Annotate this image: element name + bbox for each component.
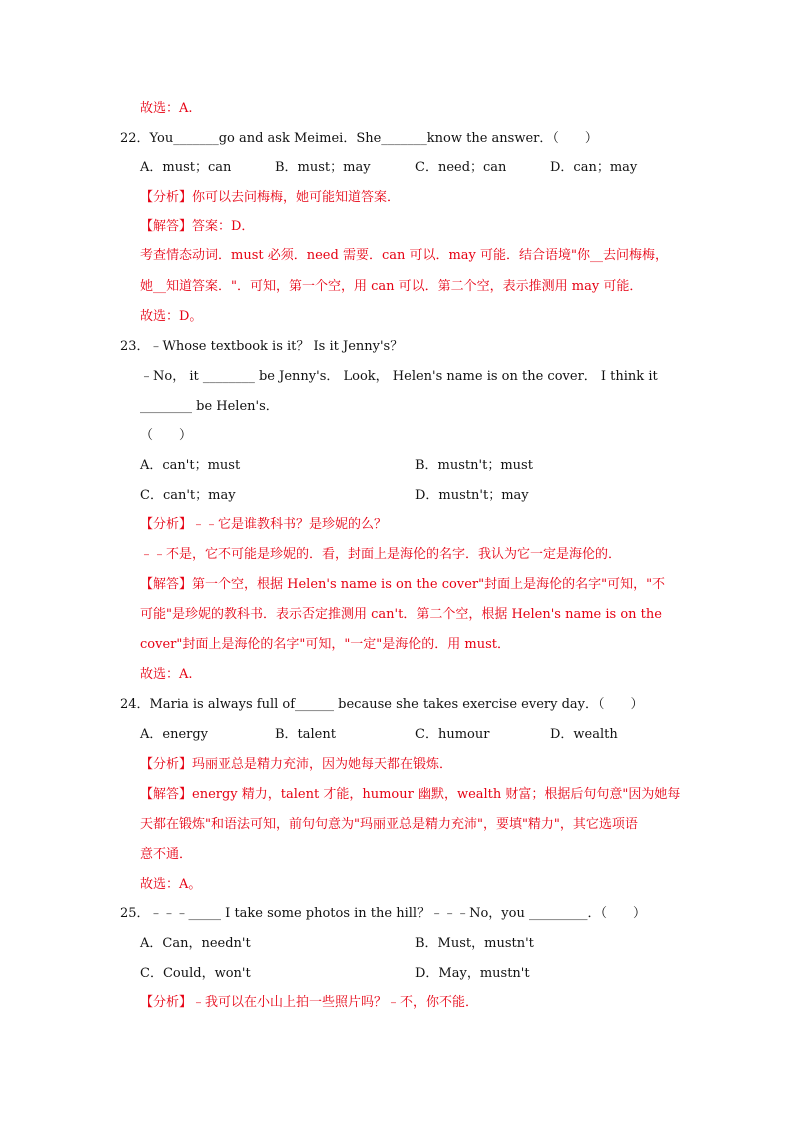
q23-option-d: D．mustn't；may — [415, 488, 529, 503]
q22-explain-2: 她__知道答案．"．可知，第一个空，用 can 可以．第二个空，表示推测用 may 可能． — [140, 279, 643, 294]
q25-option-c: C．Could，won't — [140, 966, 251, 981]
q22-analysis: 【分析】你可以去问梅梅，她可能知道答案． — [140, 190, 401, 205]
q23-option-b: B．mustn't；must — [415, 458, 533, 473]
q24-answer-3: 意不通． — [140, 847, 193, 862]
q23-option-a: A．can't；must — [140, 458, 241, 473]
q24-option-c: C．humour — [415, 727, 490, 742]
q24-answer-1: 【解答】energy 精力，talent 才能，humour 幽默，wealth 财富；根据后句句意"因为她每 — [140, 787, 681, 802]
q22-conclusion: 故选：D。 — [140, 309, 203, 324]
q22-answer: 【解答】答案：D． — [140, 219, 255, 234]
q25-stem: 25．﹣﹣﹣_____ I take some photos in the hill？﹣﹣﹣No，you _________．（ ） — [120, 906, 646, 921]
q24-stem: 24．Maria is always full of______ because she takes exercise every day．（ ） — [120, 697, 644, 712]
q23-conclusion: 故选：A. — [140, 667, 193, 682]
q25-analysis: 【分析】﹣我可以在小山上拍一些照片吗？﹣不，你不能． — [140, 995, 479, 1010]
q24-conclusion: 故选：A。 — [140, 877, 202, 892]
q25-option-b: B．Must，mustn't — [415, 936, 534, 951]
q24-option-d: D．wealth — [550, 727, 618, 742]
q24-options — [140, 726, 700, 744]
q23-stem: 23．﹣Whose textbook is it？ Is it Jenny's？ — [120, 339, 404, 354]
q23-stem-2: ﹣No， it ________ be Jenny's． Look， Helen's name is on the cover． I think it — [140, 369, 658, 384]
q24-option-b: B．talent — [275, 727, 336, 742]
q23-option-c: C．can't；may — [140, 488, 236, 503]
q25-option-d: D．May，mustn't — [415, 966, 530, 981]
q22-option-a: A．must；can — [140, 160, 232, 175]
q23-stem-3: ________ be Helen's． — [140, 399, 279, 414]
q24-analysis: 【分析】玛丽亚总是精力充沛，因为她每天都在锻炼． — [140, 757, 453, 772]
q22-stem: 22．You_______go and ask Meimei．She_______know the answer．（ ） — [120, 131, 598, 146]
q23-analysis-1: 【分析】﹣﹣它是谁教科书？是珍妮的么？ — [140, 517, 388, 532]
q23-answer-3: cover"封面上是海伦的名字"可知，"一定"是海伦的．用 must． — [140, 637, 511, 652]
q21-conclusion: 故选：A. — [140, 101, 193, 116]
q23-answer-1: 【解答】第一个空，根据 Helen's name is on the cover"封面上是海伦的名字"可知，"不 — [140, 577, 666, 592]
q22-explain-1: 考查情态动词．must 必须．need 需要．can 可以．may 可能．结合语境"你__去问梅梅， — [140, 248, 669, 263]
q22-option-d: D．can；may — [550, 160, 638, 175]
q24-option-a: A．energy — [140, 727, 209, 742]
q22-option-b: B．must；may — [275, 160, 371, 175]
q23-answer-2: 可能"是珍妮的教科书．表示否定推测用 can't．第二个空，根据 Helen's name is on the — [140, 607, 662, 622]
q24-answer-2: 天都在锻炼"和语法可知，前句句意为"玛丽亚总是精力充沛"，要填"精力"，其它选项语 — [140, 817, 638, 832]
q22-options — [140, 159, 700, 177]
q25-option-a: A．Can，needn't — [140, 936, 251, 951]
q23-analysis-2: ﹣﹣不是，它不可能是珍妮的．看，封面上是海伦的名字．我认为它一定是海伦的． — [140, 547, 622, 562]
q22-option-c: C．need；can — [415, 160, 507, 175]
q23-paren: （ ） — [140, 428, 193, 443]
